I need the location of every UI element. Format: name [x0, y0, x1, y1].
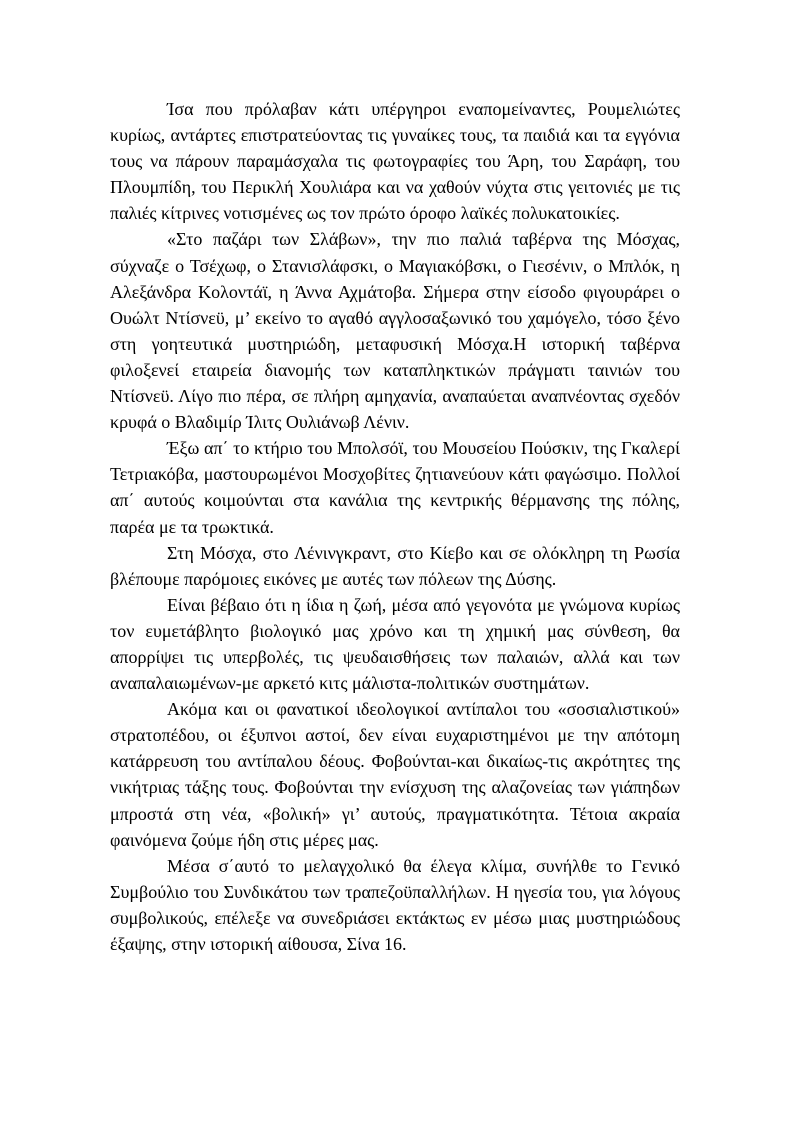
paragraph-2: «Στο παζάρι των Σλάβων», την πιο παλιά ταβέρνα της Μόσχας, σύχναζε ο Τσέχωφ, ο Στανισλάφσκι, ο Μαγιακόβσκι, ο Γιεσένιν, ο Μπλόκ, η Αλεξάνδρα Κολοντάϊ, η Άννα Αχμάτοβα. Σήμερα στην είσοδο φιγουράρει ο Ουώλτ Ντίσνεϋ, μ’ εκείνο το αγαθό αγγλοσαξωνικό του χαμόγελο, τόσο ξένο στη γοητευτικά μυστηριώδη, μεταφυσική Μόσχα.Η ιστορική ταβέρνα φιλοξενεί εταιρεία διανομής των καταπληκτικών πράγματι ταινιών του Ντίσνεϋ. Λίγο πιο πέρα, σε πλήρη αμηχανία, αναπαύεται αναπνέοντας σχεδόν κρυφά ο Βλαδιμίρ Ίλιτς Ουλιάνωβ Λένιν. — [110, 229, 680, 433]
paragraph-5: Είναι βέβαιο ότι η ίδια η ζωή, μέσα από γεγονότα με γνώμονα κυρίως τον ευμετάβλητο βιολογικό μας χρόνο και τη χημική μας σύνθεση, θα απορρίψει τις υπερβολές, τις ψευδαισθήσεις των παλαιών, αλλά και των αναπαλαιωμένων-με αρκετό κιτς μάλιστα-πολιτικών συστημάτων. — [110, 594, 680, 694]
paragraph-4: Στη Μόσχα, στο Λένινγκραντ, στο Κίεβο και σε ολόκληρη τη Ρωσία βλέπουμε παρόμοιες εικόνες με αυτές των πόλεων της Δύσης. — [110, 542, 680, 589]
paragraph-7: Μέσα σ΄αυτό το μελαγχολικό θα έλεγα κλίμα, συνήλθε το Γενικό Συμβούλιο του Συνδικάτου των τραπεζοϋπαλλήλων. Η ηγεσία του, για λόγους συμβολικούς, επέλεξε να συνεδριάσει εκτάκτως εν μέσω μιας μυστηριώδους έξαψης, στην ιστορική αίθουσα, Σίνα 16. — [110, 855, 680, 954]
paragraph-3: Έξω απ΄ το κτήριο του Μπολσόϊ, του Μουσείου Πούσκιν, της Γκαλερί Τετριακόβα, μαστουρωμένοι Μοσχοβίτες ζητιανεύουν κάτι φαγώσιμο. Πολλοί απ΄ αυτούς κοιμούνται στα κανάλια της κεντρικής θέρμανσης της πόλης, παρέα με τα τρωκτικά. — [110, 438, 680, 537]
paragraph-6: Ακόμα και οι φανατικοί ιδεολογικοί αντίπαλοι του «σοσιαλιστικού» στρατοπέδου, οι έξυπνοι αστοί, δεν είναι ευχαριστημένοι με την απότομη κατάρρευση του αντίπαλου δέους. Φοβούνται-και δικαίως-τις ακρότητες της νικήτριας τάξης τους. Φοβούνται την ενίσχυση της αλαζονείας των γιάπηδων μπροστά στη νέα, «βολική» γι’ αυτούς, πραγματικότητα. Τέτοια ακραία φαινόμενα ζούμε ήδη στις μέρες μας. — [110, 699, 680, 850]
document-body — [110, 96, 680, 957]
paragraph-1: Ίσα που πρόλαβαν κάτι υπέργηροι εναπομείναντες, Ρουμελιώτες κυρίως, αντάρτες επιστρατεύοντας τις γυναίκες τους, τα παιδιά και τα εγγόνια τους να πάρουν παραμάσχαλα τις φωτογραφίες του Άρη, του Σαράφη, του Πλουμπίδη, του Περικλή Χουλιάρα και να χαθούν νύχτα στις γειτονιές με τις παλιές κίτρινες νοτισμένες ως τον πρώτο όροφο λαϊκές πολυκατοικίες. — [110, 99, 680, 224]
